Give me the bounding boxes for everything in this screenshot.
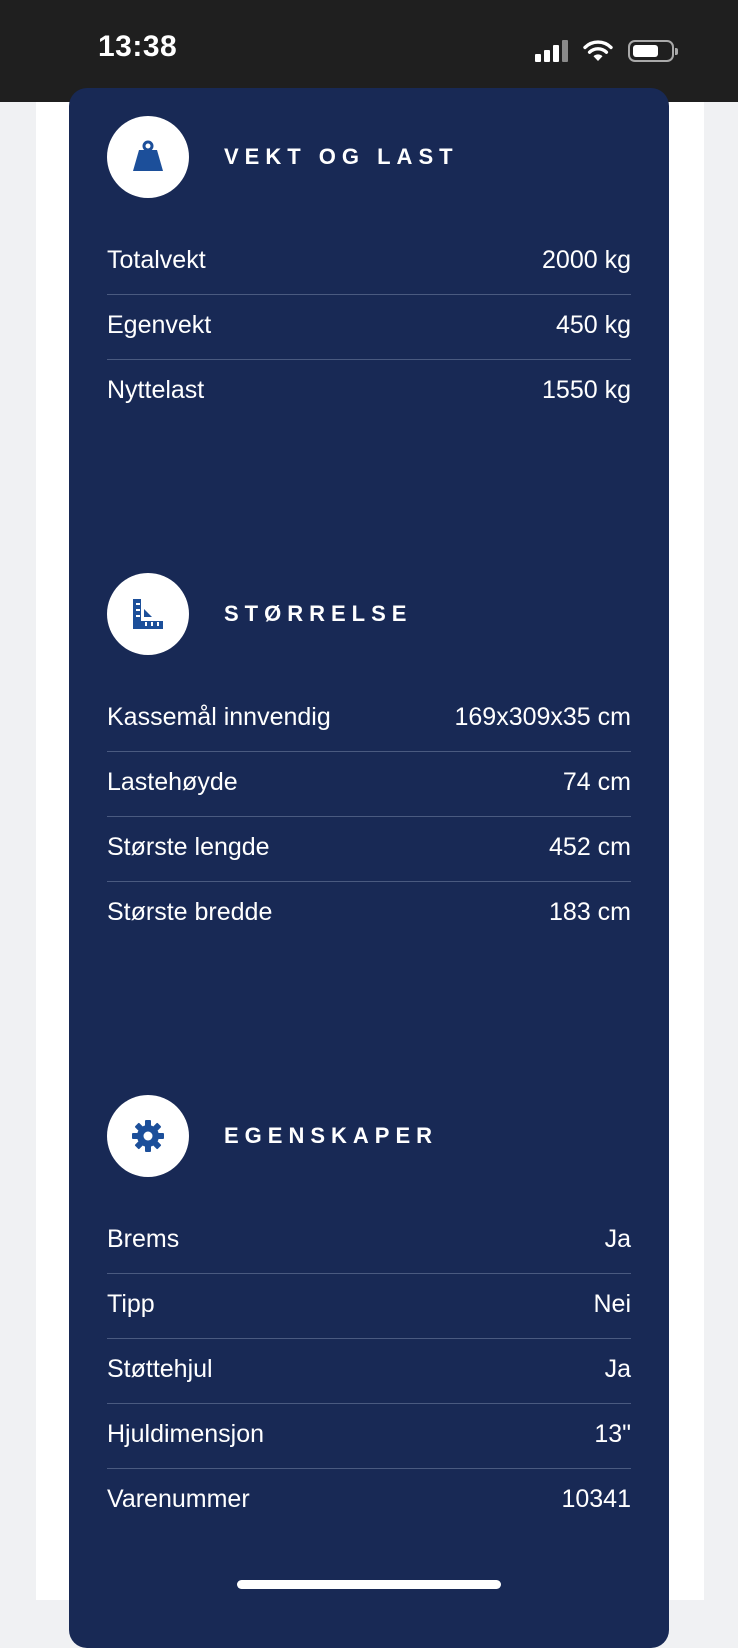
spec-value: Nei — [593, 1290, 631, 1318]
section-weight — [107, 116, 631, 424]
section-features — [107, 1095, 631, 1533]
section-title: VEKT OG LAST — [224, 144, 459, 169]
spec-value: 10341 — [561, 1485, 631, 1513]
spec-value: 452 cm — [549, 833, 631, 861]
section-header — [107, 1095, 631, 1179]
spec-value: 2000 kg — [542, 246, 631, 274]
section-header — [107, 116, 631, 200]
spec-label: Varenummer — [107, 1485, 250, 1513]
spec-label: Støttehjul — [107, 1355, 213, 1383]
spec-list — [107, 1209, 631, 1533]
spec-label: Kassemål innvendig — [107, 703, 331, 731]
spec-row — [107, 1339, 631, 1404]
spec-row — [107, 1469, 631, 1533]
spec-row — [107, 1209, 631, 1274]
spec-value: 74 cm — [562, 768, 631, 796]
section-size — [107, 573, 631, 946]
spec-label: Totalvekt — [107, 246, 206, 274]
spec-row — [107, 752, 631, 817]
ruler-icon — [107, 573, 189, 655]
spec-list — [107, 687, 631, 946]
spec-row — [107, 295, 631, 360]
spec-value: Ja — [604, 1225, 631, 1253]
spec-value: Ja — [604, 1355, 631, 1383]
status-time: 13:38 — [98, 30, 178, 63]
weight-icon — [107, 116, 189, 198]
home-indicator[interactable] — [237, 1580, 501, 1589]
spec-label: Tipp — [107, 1290, 155, 1318]
spec-label: Nyttelast — [107, 376, 205, 404]
spec-list — [107, 230, 631, 424]
spec-value: 183 cm — [549, 898, 631, 926]
wifi-icon — [582, 39, 614, 63]
spec-label: Største lengde — [107, 833, 270, 861]
spec-row — [107, 1274, 631, 1339]
section-title: STØRRELSE — [224, 601, 413, 626]
spec-value: 13" — [594, 1420, 631, 1448]
spec-row — [107, 230, 631, 295]
spec-label: Største bredde — [107, 898, 273, 926]
spec-label: Egenvekt — [107, 311, 212, 339]
status-bar — [0, 0, 738, 102]
section-title: EGENSKAPER — [224, 1123, 439, 1148]
battery-icon — [628, 40, 674, 62]
spec-row — [107, 817, 631, 882]
signal-icon — [535, 40, 568, 62]
spec-row — [107, 882, 631, 946]
spec-value: 1550 kg — [542, 376, 631, 404]
status-icons — [535, 36, 674, 66]
spec-value: 450 kg — [555, 311, 631, 339]
section-header — [107, 573, 631, 657]
spec-value: 169x309x35 cm — [454, 703, 631, 731]
spec-row — [107, 687, 631, 752]
spec-label: Brems — [107, 1225, 180, 1253]
gear-icon — [107, 1095, 189, 1177]
spec-label: Hjuldimensjon — [107, 1420, 265, 1448]
spec-row — [107, 1404, 631, 1469]
spec-row — [107, 360, 631, 424]
spec-label: Lastehøyde — [107, 768, 238, 796]
